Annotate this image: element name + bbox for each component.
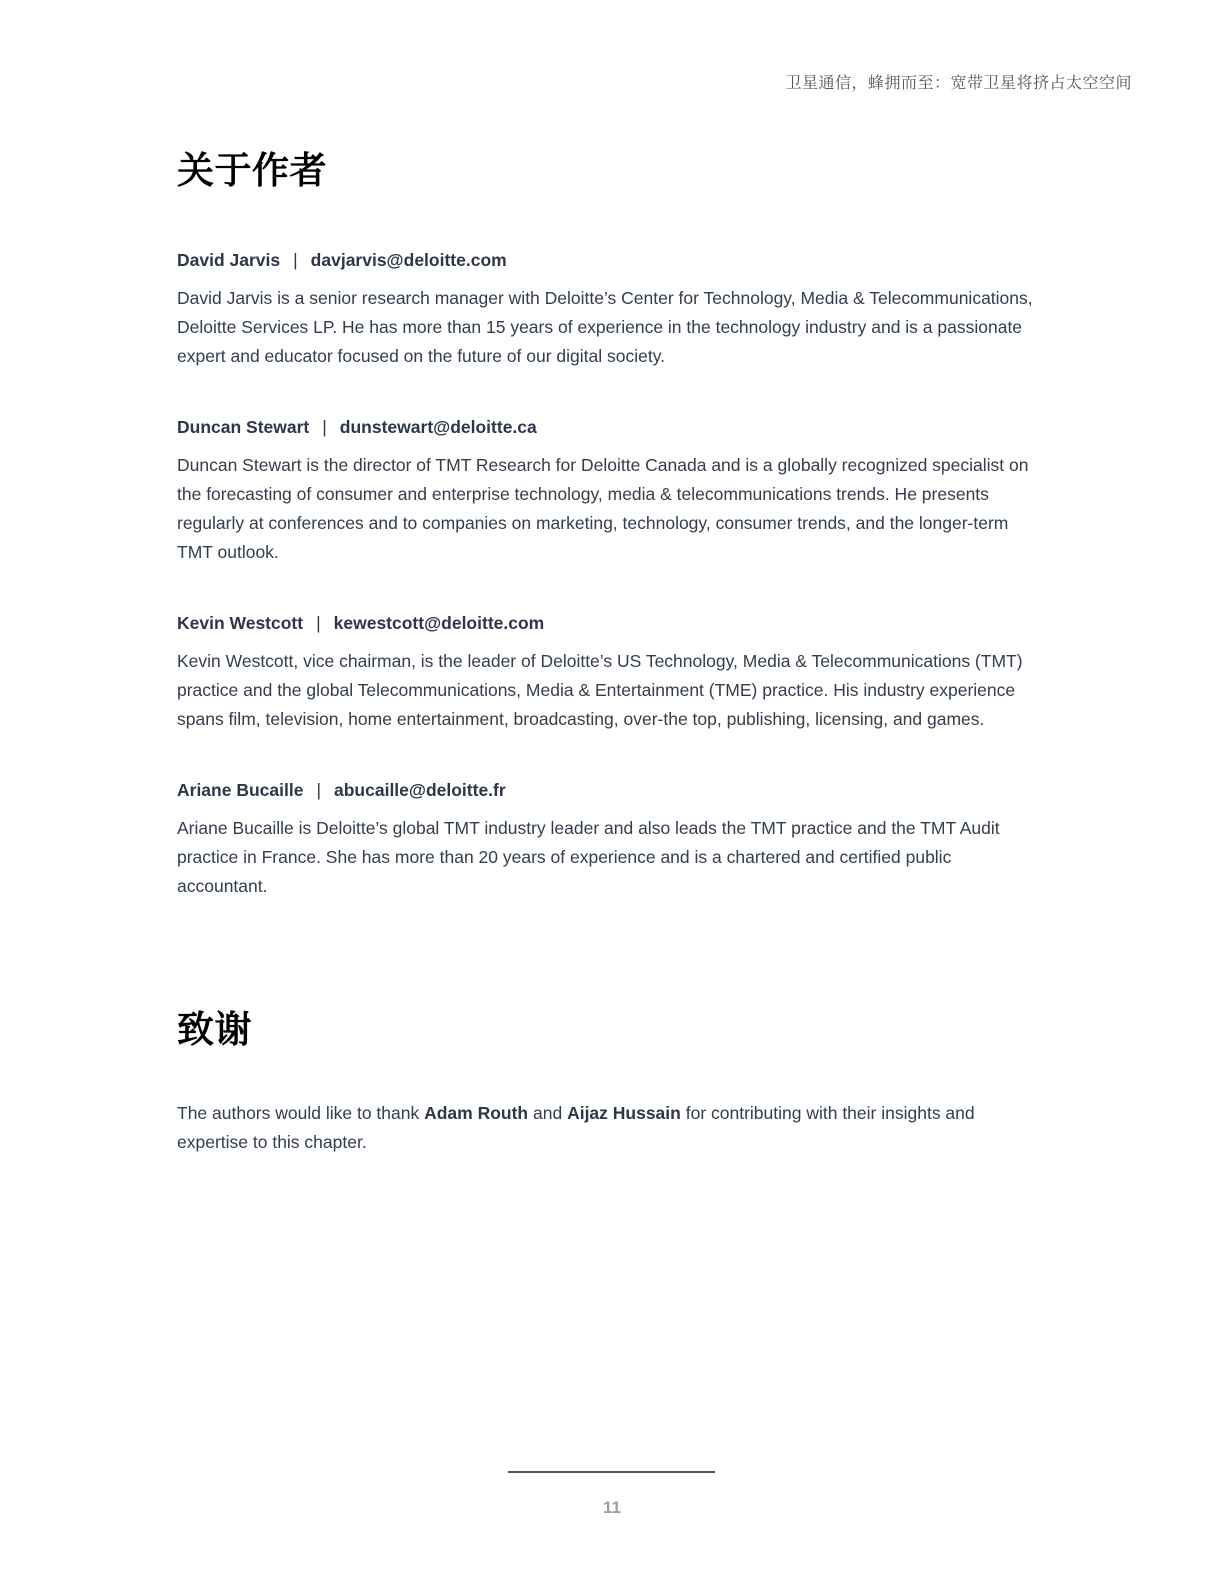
ack-text-part2: and: [528, 1103, 568, 1123]
running-header-chapter-title: 卫星通信，蜂拥而至：宽带卫星将挤占太空空间: [785, 75, 1132, 92]
section-title-acknowledgements: 致谢: [177, 1009, 252, 1050]
author-block-ariane-bucaille: [177, 780, 1037, 901]
section-title-about-authors: 关于作者: [177, 150, 327, 191]
ack-contributor-name: Adam Routh: [424, 1103, 529, 1123]
author-block-david-jarvis: [177, 250, 1037, 371]
author-email: dunstewart@deloitte.ca: [339, 417, 537, 437]
author-name: Ariane Bucaille: [177, 780, 304, 800]
author-heading: [177, 780, 1037, 801]
acknowledgements-section: [177, 1007, 1037, 1157]
ack-contributor-name: Aijaz Hussain: [567, 1103, 681, 1123]
about-authors-section: [177, 148, 1037, 901]
separator: |: [293, 250, 298, 270]
ack-text-part3: for contributing with their insights and expertise to this chapter.: [177, 1103, 975, 1152]
ack-text-part1: The authors would like to thank: [177, 1103, 425, 1123]
author-bio: Kevin Westcott, vice chairman, is the leader of Deloitte’s US Technology, Media & Telecommunications (TMT) practice and the global Telecommunications, Media & Entertainment (TME) practice. His industry experience spans film, television, home entertainment, broadcasting, over-the top, publishing, licensing, and games.: [177, 651, 1023, 729]
author-name: Duncan Stewart: [177, 417, 310, 437]
author-bio: Ariane Bucaille is Deloitte’s global TMT industry leader and also leads the TMT practice and the TMT Audit practice in France. She has more than 20 years of experience and is a chartered and certified public accountant.: [177, 818, 1000, 896]
author-email: abucaille@deloitte.fr: [334, 780, 506, 800]
author-email: davjarvis@deloitte.com: [310, 250, 507, 270]
author-heading: [177, 250, 1037, 271]
author-heading: [177, 417, 1037, 438]
author-heading: [177, 613, 1037, 634]
author-email: kewestcott@deloitte.com: [333, 613, 545, 633]
page-content: [177, 148, 1037, 1157]
separator: |: [316, 613, 321, 633]
footer-divider: [508, 1471, 715, 1473]
author-block-duncan-stewart: [177, 417, 1037, 567]
author-name: David Jarvis: [177, 250, 281, 270]
author-bio: David Jarvis is a senior research manager with Deloitte’s Center for Technology, Media & Telecommunications, Deloitte Services LP. He has more than 15 years of experience in the technology industry and is a passionate expert and educator focused on the future of our digital society.: [177, 288, 1033, 366]
separator: |: [322, 417, 327, 437]
separator: |: [316, 780, 321, 800]
author-name: Kevin Westcott: [177, 613, 304, 633]
author-bio: Duncan Stewart is the director of TMT Research for Deloitte Canada and is a globally recognized specialist on the forecasting of consumer and enterprise technology, media & telecommunications trends. He presents regularly at conferences and to companies on marketing, technology, consumer trends, and the longer-term TMT outlook.: [177, 455, 1029, 562]
author-block-kevin-westcott: [177, 613, 1037, 734]
acknowledgements-text: [177, 1099, 1037, 1157]
page-number: 11: [603, 1498, 621, 1517]
